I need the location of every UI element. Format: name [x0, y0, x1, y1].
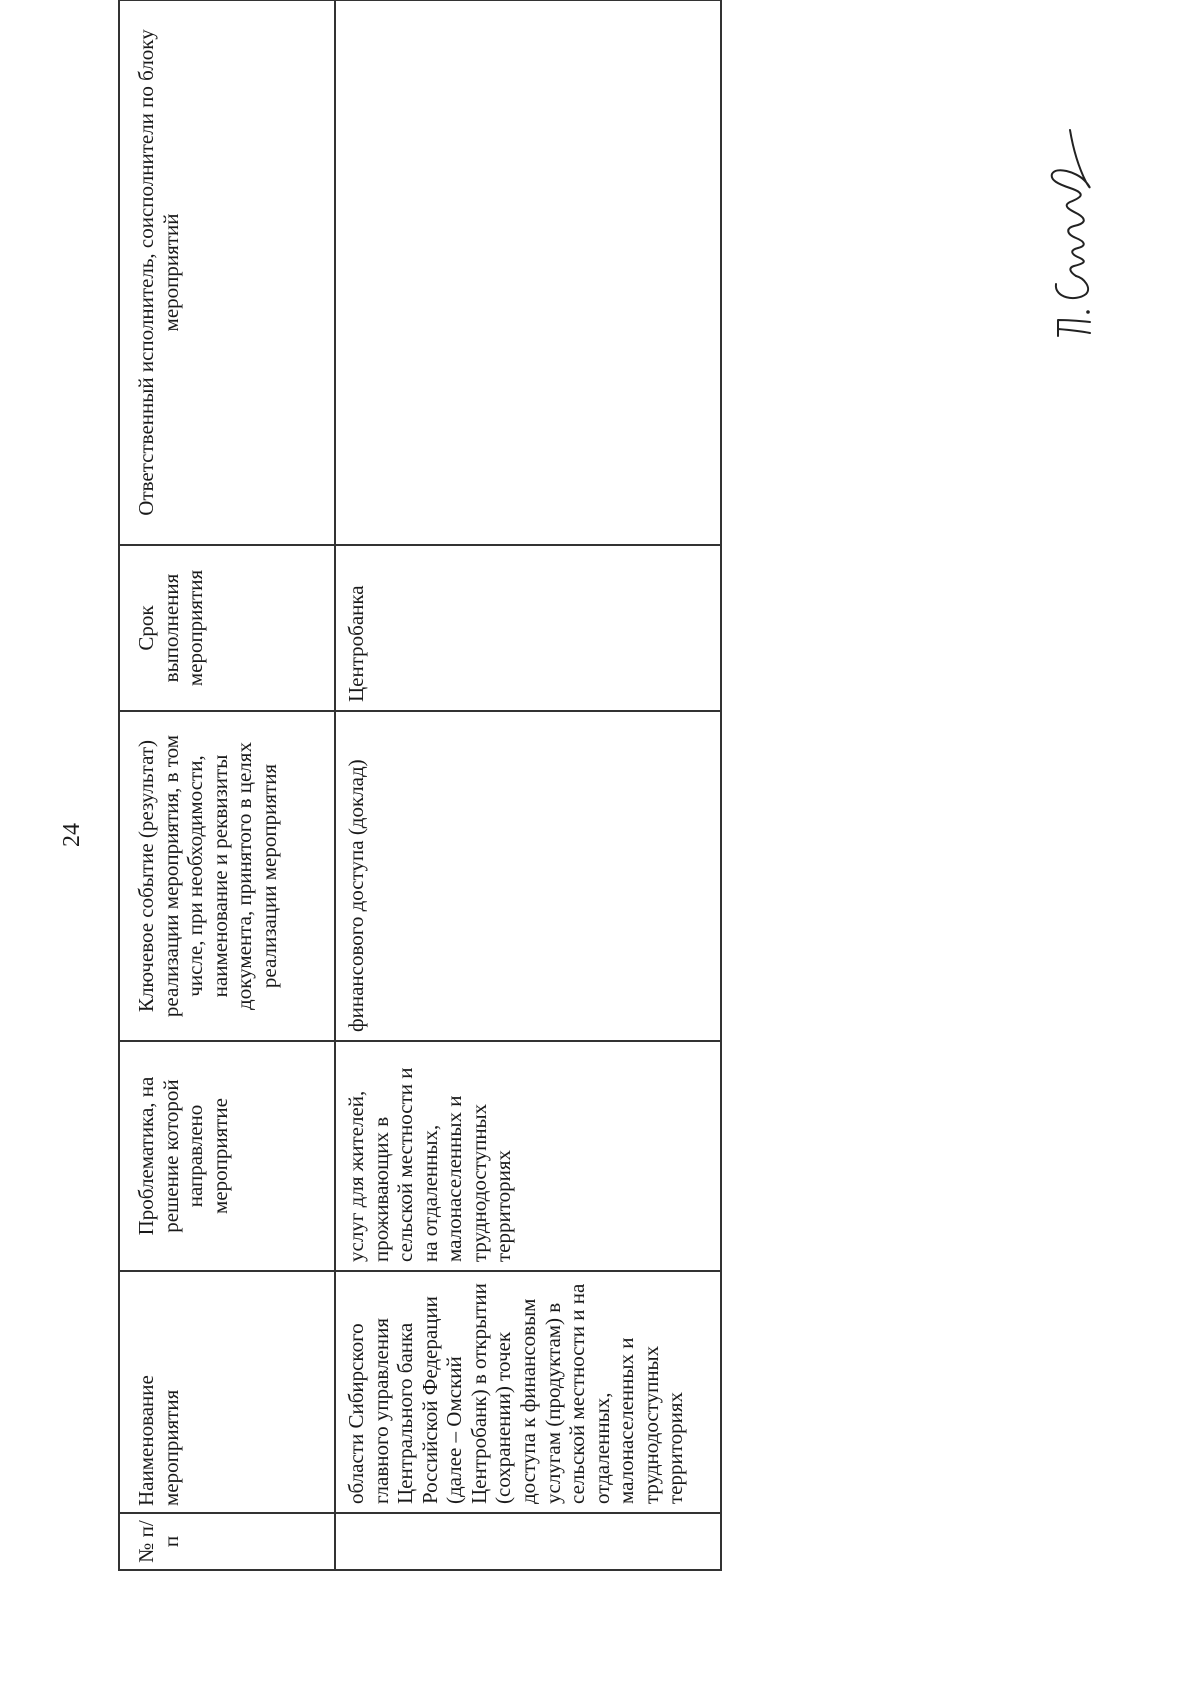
cell-problem: услуг для жителей, проживающих в сельской местности и на отдаленных, малонаселенных и труднодоступных территориях	[335, 1041, 721, 1271]
cell-number	[335, 1513, 721, 1570]
header-result: Ключевое событие (результат) реализации мероприятия, в том числе, при необходимости, наименование и реквизиты документа, принятого в целях реализации мероприятия	[119, 711, 335, 1041]
cell-deadline: Центробанка	[335, 545, 721, 711]
cell-result: финансового доступа (доклад)	[335, 711, 721, 1041]
table-header-row	[119, 0, 335, 1570]
cell-action-name: области Сибирского главного управления Центрального банка Российской Федерации (далее – Омский Центробанк) в открытии (сохранении) точек доступа к финансовым услугам (продуктам) в сельской местности и на отдаленных, малонаселенных и труднодоступных территориях	[335, 1271, 721, 1513]
header-action-name: Наименование мероприятия	[119, 1271, 335, 1513]
header-executor: Ответственный исполнитель, соисполнители по блоку мероприятий	[119, 0, 335, 545]
measures-table	[118, 0, 722, 1571]
header-number: № п/п	[119, 1513, 335, 1570]
table-row	[335, 0, 721, 1570]
header-problem: Проблематика, на решение которой направлено мероприятие	[119, 1041, 335, 1271]
handwritten-signature	[1040, 122, 1100, 342]
page-number: 24	[59, 823, 85, 847]
cell-executor	[335, 0, 721, 545]
header-deadline: Срок выполнения мероприятия	[119, 545, 335, 711]
